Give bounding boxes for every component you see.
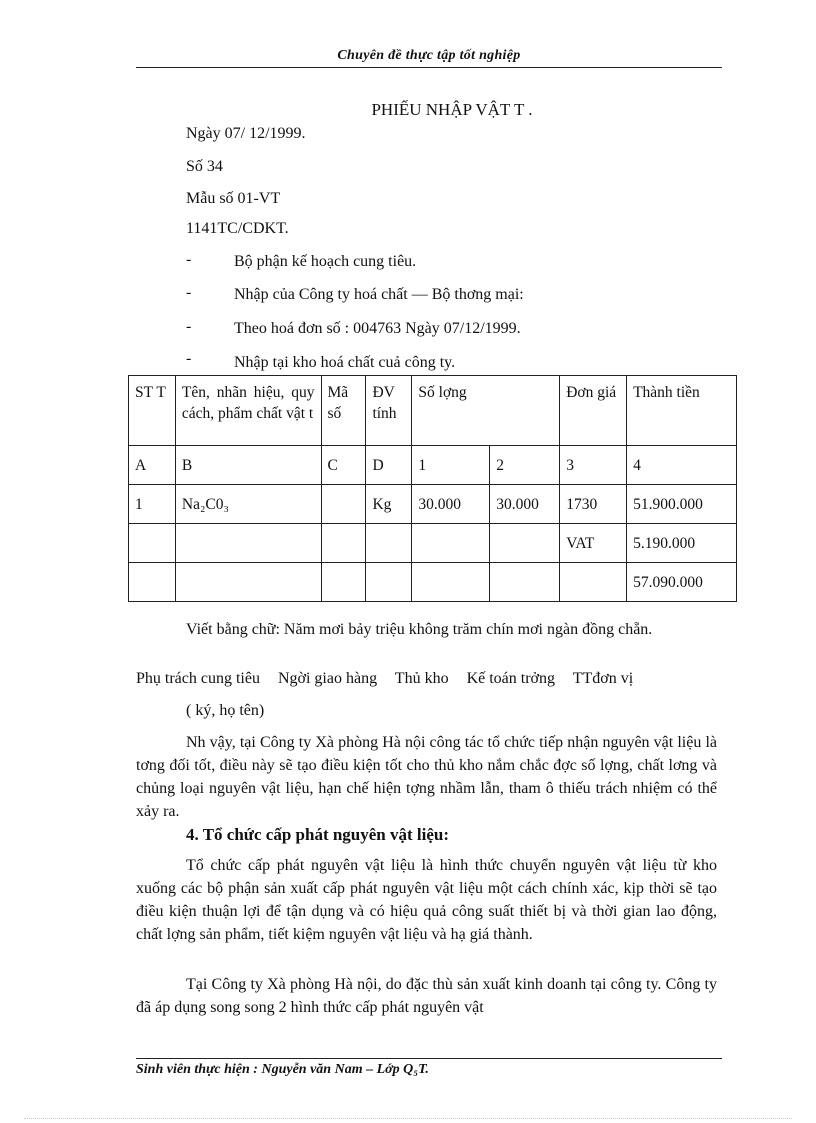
- running-footer: Sinh viên thực hiện : Nguyễn văn Nam – Lớp Q₅T.: [136, 1062, 429, 1077]
- bullet-mark: -: [186, 318, 192, 335]
- footer-rule: [136, 1058, 722, 1059]
- table-cell: [412, 524, 490, 563]
- paragraph-issuing: Tổ chức cấp phát nguyên vật liệu là hình thức chuyển nguyên vật liệu từ kho xuống các bộ phận sản xuất cấp phát nguyên vật liệu một cách chính xác, kịp thời sẽ tạo điều kiện thuận lợi để tận dụng và có hiệu quả công suất thiết bị và thời gian lao động, chất lợng sản phẩm, tiết kiệm nguyên vật liệu và hạ giá thành.: [136, 857, 717, 943]
- signature-note: ( ký, họ tên): [186, 702, 265, 719]
- signature-deliverer: Ngời giao hàng: [277, 670, 378, 687]
- table-cell: 3: [560, 446, 627, 485]
- table-cell: 1: [129, 485, 176, 524]
- table-cell: [412, 563, 490, 602]
- receipt-table: [128, 375, 737, 602]
- signature-row: [136, 670, 717, 688]
- table-cell: B: [175, 446, 321, 485]
- table-row: [129, 485, 737, 524]
- table-row: [129, 563, 737, 602]
- table-cell: [129, 563, 176, 602]
- table-cell: VAT: [560, 524, 627, 563]
- table-cell: 30.000: [490, 485, 560, 524]
- table-cell: 1730: [560, 485, 627, 524]
- table-code-row: [129, 446, 737, 485]
- table-cell: [321, 563, 366, 602]
- col-header-price: Đơn giá: [560, 376, 627, 446]
- bullet-invoice: Theo hoá đơn số : 004763 Ngày 07/12/1999.: [234, 320, 521, 337]
- signature-unit-head: TTđơn vị: [572, 670, 634, 687]
- table-cell: [490, 524, 560, 563]
- table-cell: [560, 563, 627, 602]
- signature-storekeeper: Thủ kho: [394, 670, 449, 687]
- section-heading-4: 4. Tổ chức cấp phát nguyên vật liệu:: [186, 825, 450, 844]
- bullet-mark: -: [186, 251, 192, 268]
- table-cell: 4: [627, 446, 737, 485]
- table-cell: [321, 524, 366, 563]
- table-cell: 2: [490, 446, 560, 485]
- running-header: Chuyên đề thực tập tốt nghiệp: [337, 48, 521, 63]
- bullet-supplier: Nhập của Công ty hoá chất — Bộ thơng mại:: [234, 286, 524, 303]
- table-cell: 5.190.000: [627, 524, 737, 563]
- regulation-code: 1141TC/CDKT.: [186, 220, 289, 237]
- table-cell: [366, 563, 412, 602]
- paragraph-receiving: Nh vậy, tại Công ty Xà phòng Hà nội công tác tổ chức tiếp nhận nguyên vật liệu là tơng đối tốt, điều này sẽ tạo điều kiện tốt cho thủ kho nắm chắc đợc số lợng, chất lơng và chủng loại nguyên vật liệu, hạn chế hiện tợng nhầm lẫn, tham ô thiếu trách nhiệm có thể xảy ra.: [136, 734, 717, 820]
- bullet-mark: -: [186, 350, 192, 367]
- table-cell: A: [129, 446, 176, 485]
- document-title: PHIẾU NHẬP VẬT T .: [371, 100, 533, 119]
- col-header-name: Tên, nhãn hiệu, quy cách, phẩm chất vật t: [175, 376, 321, 446]
- form-number: Mẫu số 01-VT: [186, 190, 281, 207]
- paragraph-company: Tại Công ty Xà phòng Hà nội, do đặc thù sản xuất kinh doanh tại công ty. Công ty đã áp dụng song song 2 hình thức cấp phát nguyên vật: [136, 976, 717, 1016]
- table-cell: [321, 485, 366, 524]
- receipt-date: Ngày 07/ 12/1999.: [186, 125, 306, 142]
- table-cell: [175, 524, 321, 563]
- signature-purchasing: Phụ trách cung tiêu: [136, 670, 260, 687]
- table-header-row: [129, 376, 737, 446]
- header-rule: [136, 67, 722, 68]
- col-header-total: Thành tiền: [627, 376, 737, 446]
- table-cell: Na₂C0₃: [175, 485, 321, 524]
- page-edge-divider: [24, 1118, 792, 1119]
- table-cell: Kg: [366, 485, 412, 524]
- bullet-warehouse: Nhập tại kho hoá chất cuả công ty.: [234, 354, 456, 371]
- table-cell: [366, 524, 412, 563]
- bullet-department: Bộ phận kế hoạch cung tiêu.: [234, 253, 417, 270]
- table-cell: 57.090.000: [627, 563, 737, 602]
- table-cell: 51.900.000: [627, 485, 737, 524]
- table-cell: 1: [412, 446, 490, 485]
- signature-chief-accountant: Kế toán trởng: [466, 670, 556, 687]
- table-cell: [129, 524, 176, 563]
- col-header-stt: ST T: [129, 376, 176, 446]
- table-cell: [490, 563, 560, 602]
- receipt-number: Số 34: [186, 158, 223, 175]
- table-cell: [175, 563, 321, 602]
- bullet-mark: -: [186, 284, 192, 301]
- table-row: [129, 524, 737, 563]
- col-header-code: Mã số: [321, 376, 366, 446]
- col-header-quantity: Số lợng: [412, 376, 560, 446]
- table-cell: C: [321, 446, 366, 485]
- col-header-unit: ĐV tính: [366, 376, 412, 446]
- table-cell: 30.000: [412, 485, 490, 524]
- amount-in-words: Viết bằng chữ: Năm mơi bảy triệu không trăm chín mơi ngàn đồng chẵn.: [186, 621, 653, 638]
- table-cell: D: [366, 446, 412, 485]
